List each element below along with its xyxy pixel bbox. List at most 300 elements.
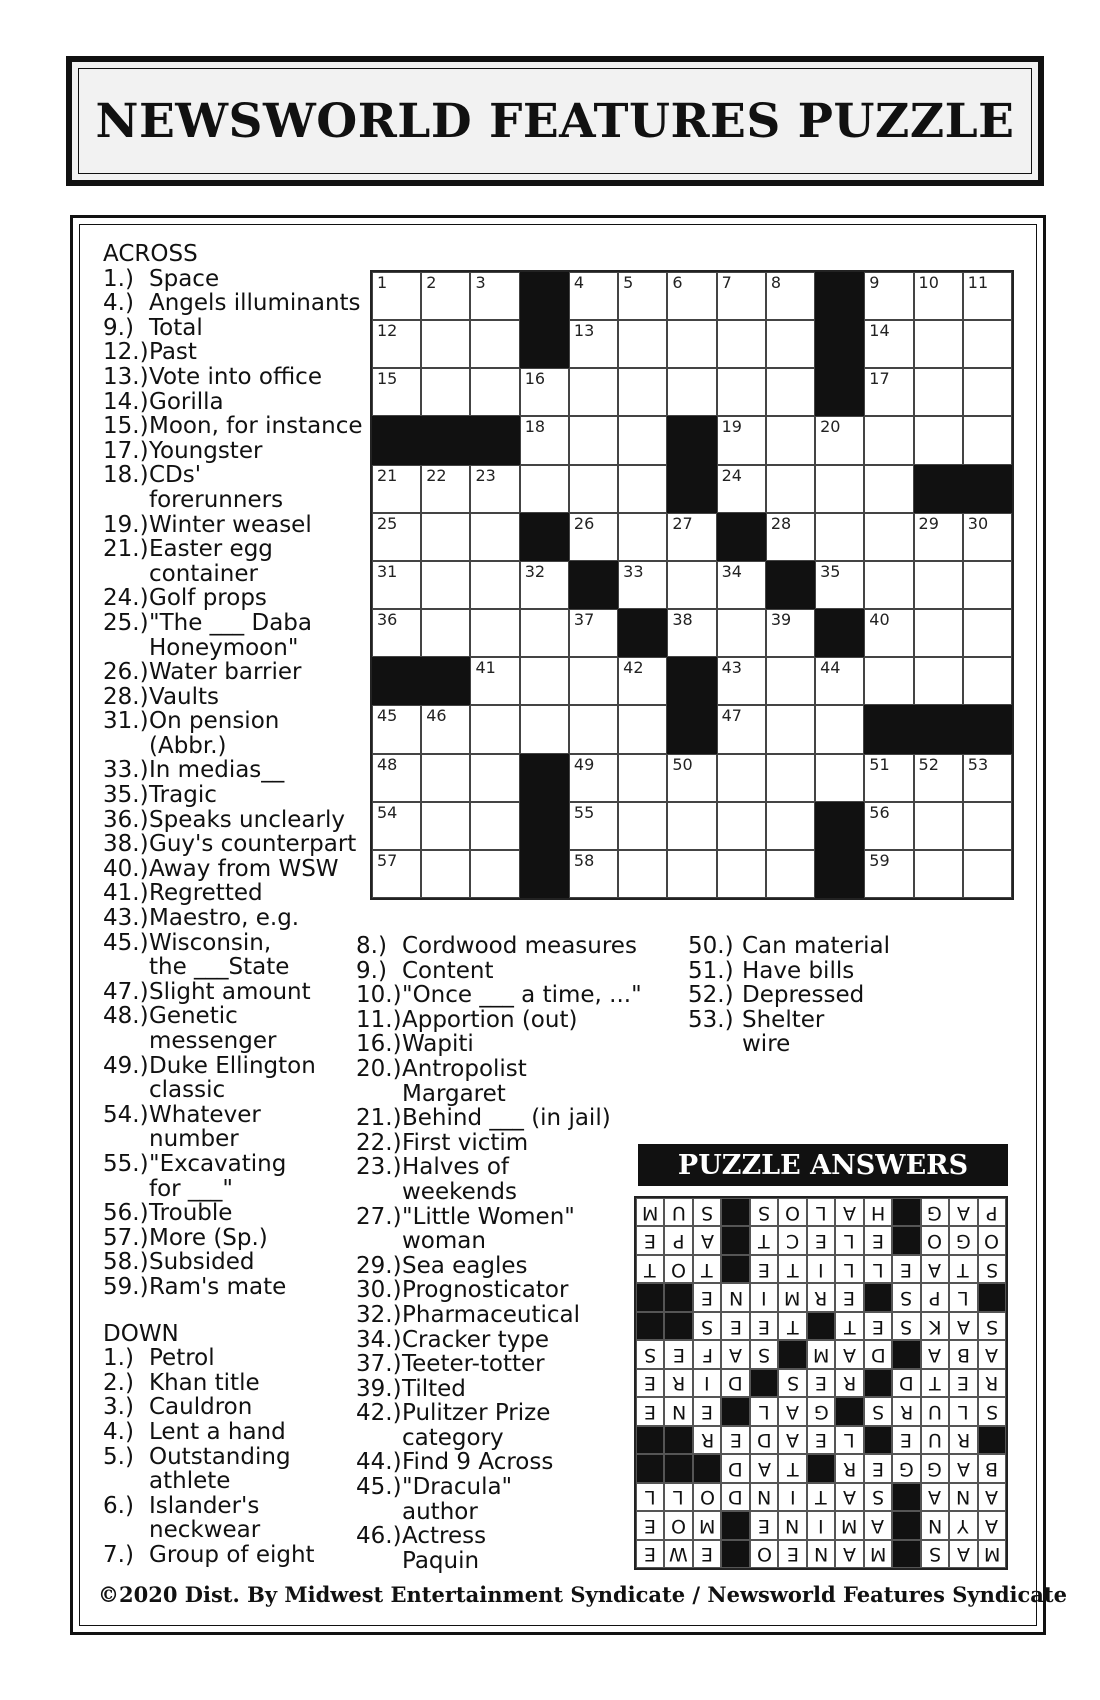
cell-number: 27: [672, 513, 693, 533]
answer-cell: [664, 1483, 692, 1511]
answer-cell: [949, 1283, 977, 1311]
answer-cell: [978, 1340, 1006, 1368]
answer-black-square: [721, 1540, 749, 1568]
clue-number: 8.): [356, 933, 387, 959]
answer-letter: T: [957, 1258, 970, 1281]
answer-cell: [721, 1483, 749, 1511]
answer-letter: N: [756, 1486, 772, 1509]
across-clue: [103, 316, 363, 341]
clue-number: 21.): [356, 1105, 402, 1132]
cell-number: 1: [377, 273, 388, 292]
clue-text: classic: [149, 1077, 226, 1104]
clue-text: Find 9 Across: [402, 1449, 554, 1476]
answer-cell: [892, 1369, 920, 1397]
grid-black-square: [815, 368, 864, 416]
answer-letter: L: [958, 1400, 969, 1423]
clue-number: 28.): [103, 683, 149, 710]
clue-text: (Abbr.): [149, 732, 227, 759]
cell-number: 13: [573, 321, 595, 341]
grid-cell: [421, 802, 470, 850]
down_col2-clue: [356, 1352, 642, 1377]
answer-cell: [664, 1540, 692, 1568]
clue-text: Tragic: [149, 782, 217, 809]
answer-letter: N: [785, 1514, 800, 1537]
answer-black-square: [864, 1426, 892, 1454]
down_col2-clue: [356, 1524, 642, 1573]
answer-cell: [949, 1511, 977, 1539]
across-clue: [103, 1250, 363, 1275]
grid-black-square: [914, 705, 963, 753]
answer-letter: S: [985, 1315, 998, 1338]
answer-cell: [664, 1511, 692, 1539]
grid-cell: [815, 754, 864, 802]
cell-number: 26: [573, 513, 595, 533]
across-clue: [103, 267, 363, 292]
cell-number: 36: [377, 610, 398, 630]
answer-cell: [750, 1283, 778, 1311]
cell-number: 38: [672, 610, 693, 630]
cell-number: 32: [524, 561, 546, 581]
clue-text: Shelter: [742, 1006, 825, 1033]
grid-cell: [963, 850, 1012, 898]
answer-letter: L: [872, 1258, 884, 1281]
clue-text: "Dracula": [402, 1474, 513, 1501]
answer-letter: A: [928, 1344, 942, 1367]
cell-number: 18: [524, 417, 546, 437]
clue-text: Cracker type: [402, 1326, 550, 1353]
clue-number: 51.): [688, 957, 734, 984]
grid-cell: [963, 657, 1012, 705]
answer-cell: [949, 1483, 977, 1511]
answer-cell: [693, 1511, 721, 1539]
answer-cell: [807, 1426, 835, 1454]
grid-black-square: [520, 802, 569, 850]
grid-cell: [864, 561, 913, 609]
answer-cell: [835, 1198, 863, 1226]
answer-cell: [807, 1397, 835, 1425]
answer-cell: [949, 1426, 977, 1454]
grid-cell: [569, 416, 618, 464]
grid-cell: [421, 705, 470, 753]
answer-cell: [636, 1483, 664, 1511]
down_col2-clue: [356, 1475, 642, 1524]
clue-number: 55.): [103, 1150, 149, 1177]
answer-cell: [750, 1312, 778, 1340]
grid-cell: [914, 561, 963, 609]
clue-text: number: [149, 1126, 239, 1153]
answer-letter: A: [928, 1258, 942, 1281]
grid-cell: [470, 657, 519, 705]
clue-text: messenger: [149, 1028, 277, 1054]
answer-letter: Y: [957, 1514, 970, 1537]
clue-text: forerunners: [149, 486, 284, 513]
answer-letter: E: [957, 1372, 970, 1395]
clue-number: 18.): [103, 462, 149, 489]
clue-number: 39.): [356, 1375, 402, 1402]
clue-text: Past: [149, 339, 197, 366]
grid-black-square: [963, 705, 1012, 753]
clue-text: Paquin: [402, 1547, 480, 1574]
clue-text: "Excavating: [149, 1150, 287, 1177]
answer-cell: [778, 1255, 806, 1283]
cell-number: 21: [377, 465, 398, 485]
grid-black-square: [520, 320, 569, 368]
answer-cell: [949, 1540, 977, 1568]
grid-cell: [470, 368, 519, 416]
answer-cell: [949, 1454, 977, 1482]
clue-text: Wapiti: [402, 1031, 474, 1058]
clue-number: 45.): [103, 929, 149, 956]
answer-cell: [778, 1511, 806, 1539]
answer-cell: [835, 1226, 863, 1254]
answer-letter: E: [900, 1258, 913, 1281]
cell-number: 20: [820, 417, 841, 437]
answer-cell: [693, 1540, 721, 1568]
answer-black-square: [978, 1283, 1006, 1311]
clue-number: 54.): [103, 1101, 149, 1128]
answer-letter: M: [698, 1514, 716, 1537]
clue-text: Ram's mate: [149, 1273, 287, 1300]
grid-cell: [618, 368, 667, 416]
answer-letter: I: [818, 1514, 824, 1537]
down_col1-clue: [103, 1445, 363, 1494]
answer-letter: K: [928, 1315, 942, 1338]
grid-cell: [963, 802, 1012, 850]
answer-letter: E: [814, 1429, 827, 1452]
across-clue: [103, 291, 363, 316]
grid-cell: [569, 609, 618, 657]
grid-cell: [470, 513, 519, 561]
answer-letter: O: [927, 1230, 943, 1253]
answer-letter: T: [758, 1230, 770, 1253]
answer-cell: [664, 1226, 692, 1254]
clue-text: Trouble: [149, 1200, 233, 1227]
grid-cell: [618, 272, 667, 320]
clue-number: 42.): [356, 1400, 402, 1427]
cell-number: 23: [475, 465, 496, 485]
answer-letter: A: [985, 1514, 999, 1537]
down_col2-clue: [356, 1303, 642, 1328]
answer-cell: [978, 1397, 1006, 1425]
grid-cell: [864, 609, 913, 657]
answer-cell: [835, 1369, 863, 1397]
grid-cell: [372, 513, 421, 561]
clue-number: 16.): [356, 1031, 402, 1058]
across-clue: [103, 1226, 363, 1251]
clue-text: woman: [402, 1228, 486, 1255]
clue-number: 15.): [103, 413, 149, 440]
across-clue: [103, 832, 363, 857]
grid-cell: [766, 465, 815, 513]
cell-number: 19: [721, 417, 742, 437]
across-clue: [103, 783, 363, 808]
answer-letter: S: [758, 1344, 771, 1367]
answer-letter: L: [758, 1400, 770, 1423]
answer-black-square: [807, 1454, 835, 1482]
answer-cell: [835, 1312, 863, 1340]
clue-text: Duke Ellington: [149, 1052, 316, 1079]
across-clue: [103, 660, 363, 685]
grid-cell: [914, 320, 963, 368]
answer-letter: E: [871, 1457, 884, 1480]
clue-number: 53.): [688, 1006, 734, 1033]
grid-cell: [470, 850, 519, 898]
title-banner: [66, 56, 1044, 186]
clue-text: CDs': [149, 462, 202, 489]
grid-black-square: [569, 561, 618, 609]
answer-cell: [921, 1540, 949, 1568]
grid-black-square: [914, 465, 963, 513]
clue-number: 57.): [103, 1224, 149, 1251]
answer-letter: T: [929, 1372, 941, 1395]
cell-number: 56: [869, 802, 890, 822]
answer-letter: T: [815, 1486, 827, 1509]
clue-text: Speaks unclearly: [149, 806, 345, 833]
grid-cell: [864, 657, 913, 705]
answer-cell: [892, 1397, 920, 1425]
down_col1-clue: [103, 1346, 363, 1371]
answer-black-square: [664, 1454, 692, 1482]
answer-cell: [978, 1226, 1006, 1254]
grid-cell: [470, 561, 519, 609]
clue-number: 30.): [356, 1277, 402, 1304]
answer-cell: [835, 1283, 863, 1311]
answer-cell: [835, 1540, 863, 1568]
answer-letter: M: [869, 1543, 887, 1566]
grid-cell: [569, 754, 618, 802]
answer-letter: O: [671, 1514, 687, 1537]
clue-number: 6.): [103, 1492, 134, 1519]
across-clue: [103, 586, 363, 611]
answer-cell: [921, 1511, 949, 1539]
cell-number: 48: [377, 754, 398, 774]
clue-text: Whatever: [149, 1101, 261, 1128]
answer-cell: [636, 1226, 664, 1254]
cell-number: 59: [869, 850, 890, 870]
answer-cell: [693, 1198, 721, 1226]
cell-number: 10: [918, 273, 939, 292]
answer-letter: I: [789, 1486, 796, 1509]
answer-black-square: [721, 1226, 749, 1254]
answer-letter: A: [956, 1201, 970, 1224]
clue-number: 58.): [103, 1249, 149, 1276]
clue-number: 14.): [103, 388, 149, 415]
across-clue: [103, 513, 363, 538]
answer-cell: [693, 1340, 721, 1368]
clue-number: 48.): [103, 1003, 149, 1030]
answer-letter: P: [672, 1230, 685, 1253]
grid-cell: [372, 609, 421, 657]
grid-cell: [421, 850, 470, 898]
answer-letter: E: [644, 1400, 657, 1423]
grid-cell: [717, 609, 766, 657]
answer-cell: [636, 1511, 664, 1539]
down-heading: DOWN: [103, 1320, 179, 1347]
clue-text: weekends: [402, 1178, 517, 1205]
answer-cell: [693, 1369, 721, 1397]
answer-letter: T: [786, 1457, 799, 1480]
answer-black-square: [636, 1426, 664, 1454]
grid-cell: [766, 272, 815, 320]
across-clue: [103, 906, 363, 931]
clue-number: 35.): [103, 782, 149, 809]
answer-black-square: [664, 1312, 692, 1340]
answer-cell: [750, 1483, 778, 1511]
answer-black-square: [778, 1340, 806, 1368]
grid-cell: [766, 609, 815, 657]
answer-letter: E: [900, 1429, 913, 1452]
clue-text: Wisconsin,: [149, 929, 272, 956]
grid-cell: [421, 754, 470, 802]
cell-number: 12: [377, 321, 398, 341]
answer-cell: [921, 1454, 949, 1482]
across-clue: [103, 414, 363, 439]
clue-number: 37.): [356, 1351, 402, 1378]
grid-cell: [815, 416, 864, 464]
grid-cell: [864, 850, 913, 898]
answer-cell: [978, 1454, 1006, 1482]
grid-cell: [372, 272, 421, 320]
answer-cell: [892, 1312, 920, 1340]
answer-cell: [778, 1483, 806, 1511]
grid-black-square: [372, 657, 421, 705]
answer-letter: S: [758, 1201, 771, 1224]
answer-cell: [778, 1397, 806, 1425]
answer-letter: I: [704, 1372, 710, 1395]
grid-cell: [520, 368, 569, 416]
puzzle-title: NEWSWORLD FEATURES PUZZLE: [95, 93, 1015, 149]
across-clue: [103, 881, 363, 906]
down_col1-clue: [103, 1543, 363, 1568]
grid-cell: [963, 754, 1012, 802]
cell-number: 53: [967, 754, 989, 774]
answer-letter: L: [673, 1486, 684, 1509]
clue-text: Sea eagles: [402, 1252, 528, 1279]
grid-cell: [766, 513, 815, 561]
grid-cell: [421, 513, 470, 561]
answer-letter: B: [956, 1344, 970, 1367]
grid-cell: [372, 368, 421, 416]
across-clue: [103, 980, 363, 1005]
clue-text: In medias__: [149, 757, 285, 784]
answer-cell: [921, 1483, 949, 1511]
answer-black-square: [864, 1283, 892, 1311]
answer-letter: L: [844, 1258, 855, 1281]
answer-black-square: [978, 1426, 1006, 1454]
grid-cell: [963, 513, 1012, 561]
answer-cell: [892, 1454, 920, 1482]
answer-letter: R: [956, 1429, 970, 1452]
answer-letter: L: [958, 1287, 969, 1310]
clue-number: 27.): [356, 1203, 402, 1230]
clue-number: 12.): [103, 339, 149, 366]
clue-text: Subsided: [149, 1249, 255, 1276]
answer-letter: G: [955, 1230, 971, 1253]
answer-letter: A: [729, 1344, 743, 1367]
grid-cell: [864, 320, 913, 368]
answer-cell: [778, 1540, 806, 1568]
down_col2-clue: [356, 1155, 642, 1204]
grid-cell: [421, 272, 470, 320]
answer-letter: M: [642, 1201, 659, 1224]
clue-text: "Once ___ a time, ...": [402, 982, 642, 1009]
answer-black-square: [892, 1511, 920, 1539]
answer-cell: [750, 1255, 778, 1283]
grid-cell: [569, 513, 618, 561]
grid-cell: [520, 657, 569, 705]
clue-number: 40.): [103, 855, 149, 882]
answer-cell: [835, 1255, 863, 1283]
answer-cell: [892, 1255, 920, 1283]
grid-black-square: [815, 272, 864, 320]
answers-heading-bar: [638, 1144, 1008, 1186]
grid-cell: [717, 850, 766, 898]
answer-cell: [636, 1340, 664, 1368]
answer-letter: P: [986, 1201, 998, 1224]
answer-cell: [664, 1397, 692, 1425]
grid-cell: [766, 368, 815, 416]
answer-letter: O: [756, 1543, 772, 1566]
grid-cell: [864, 465, 913, 513]
clue-text: Petrol: [149, 1345, 215, 1372]
across-clue: [103, 709, 363, 758]
grid-cell: [914, 657, 963, 705]
grid-black-square: [667, 657, 716, 705]
answer-letter: E: [644, 1372, 657, 1395]
answer-letter: G: [927, 1201, 943, 1224]
grid-cell: [569, 320, 618, 368]
cell-number: 47: [721, 706, 742, 726]
copyright-line: ©2020 Dist. By Midwest Entertainment Syndicate / Newsworld Features Syndicate: [98, 1582, 1067, 1607]
across-clue-list: [103, 267, 363, 1300]
clue-number: 59.): [103, 1273, 149, 1300]
answer-letter: A: [700, 1230, 714, 1253]
grid-cell: [569, 465, 618, 513]
grid-black-square: [815, 609, 864, 657]
cell-number: 39: [770, 610, 792, 630]
grid-black-square: [520, 754, 569, 802]
grid-black-square: [667, 705, 716, 753]
clue-number: 20.): [356, 1055, 402, 1082]
grid-cell: [569, 850, 618, 898]
down-clue-list-2: [356, 934, 642, 1573]
answer-cell: [921, 1198, 949, 1226]
answer-letter: R: [814, 1287, 828, 1310]
clue-text: Slight amount: [149, 978, 311, 1005]
answer-cell: [664, 1198, 692, 1226]
across-clue: [103, 758, 363, 783]
cell-number: 54: [377, 802, 398, 822]
grid-cell: [914, 513, 963, 561]
answer-black-square: [892, 1198, 920, 1226]
grid-cell: [372, 802, 421, 850]
grid-black-square: [372, 416, 421, 464]
answer-letter: R: [985, 1372, 999, 1395]
answer-black-square: [721, 1198, 749, 1226]
clue-text: the ___State: [149, 954, 290, 981]
clue-text: Regretted: [149, 880, 263, 907]
clue-text: athlete: [149, 1468, 231, 1495]
grid-cell: [766, 705, 815, 753]
clue-text: Gorilla: [149, 388, 224, 415]
grid-cell: [914, 850, 963, 898]
answer-cell: [778, 1426, 806, 1454]
answer-letter: G: [813, 1400, 829, 1423]
clue-number: 25.): [103, 609, 149, 636]
answer-letter: U: [927, 1429, 942, 1452]
answer-letter: E: [644, 1230, 657, 1253]
answer-letter: A: [842, 1344, 856, 1367]
